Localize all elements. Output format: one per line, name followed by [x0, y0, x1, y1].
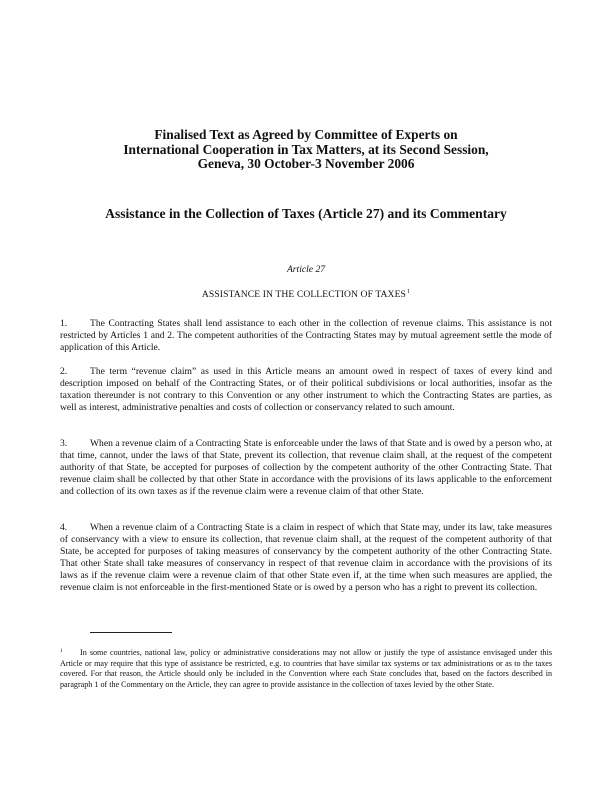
footnote: [60, 646, 552, 691]
footnote-marker: [60, 646, 80, 659]
title-line-2: International Cooperation in Tax Matters, at its Second Session,: [123, 141, 489, 157]
document-subtitle: Assistance in the Collection of Taxes (Article 27) and its Commentary: [105, 206, 507, 221]
paragraph-number: 2.: [60, 366, 68, 377]
article-heading: [60, 286, 552, 301]
paragraph-text: The term “revenue claim” as used in this Article means an amount owed in respect of taxes of every kind and description imposed on behalf of the Contracting States, or of their political subdivisions or local authorities, insofar as the taxation thereunder is not contrary to this Convention or any other instrument to which the Contracting States are parties, as well as interest, administrative penalties and costs of collection or conservancy related to such amount.: [60, 366, 552, 413]
footnote-text: In some countries, national law, policy or administrative considerations may not allow or justify the type of assistance envisaged under this Article or may require that this type of assistance be restricted, e.g. to countries that have similar tax systems or tax administrations or as to the taxes covered. For that reason, the Article should only be included in the Convention where each State concludes that, based on the factors described in paragraph 1 of the Commentary on the Article, they can agree to provide assistance in the collection of taxes levied by the other State.: [60, 648, 552, 690]
paragraph-text: When a revenue claim of a Contracting State is enforceable under the laws of that State and is owed by a person who, at that time, cannot, under the laws of that State, prevent its collection, that revenue claim shall, at the request of the competent authority of that State, be accepted for purposes of collection by the competent authority of the other Contracting State. That revenue claim shall be collected by that other State in accordance with the provisions of its laws applicable to the enforcement and collection of its own taxes as if the revenue claim were a revenue claim of that other State.: [60, 438, 552, 497]
paragraph-text: When a revenue claim of a Contracting State is a claim in respect of which that State may, under its law, take measures of conservancy with a view to ensure its collection, that revenue claim shall, at the request of the competent authority of that State, be accepted for purposes of taking measures of conservancy by the competent authority of the other Contracting State. That other State shall take measures of conservancy in respect of that revenue claim in accordance with the provisions of its laws as if the revenue claim were a revenue claim of that other State even if, at the time when such measures are applied, the revenue claim is not enforceable in the first-mentioned State or is owed by a person who has a right to prevent its collection.: [60, 522, 552, 593]
title-line-1: Finalised Text as Agreed by Committee of Experts on: [154, 127, 458, 142]
paragraph-text: The Contracting States shall lend assistance to each other in the collection of revenue claims. This assistance is not restricted by Articles 1 and 2. The competent authorities of the Contracting States may by mutual agreement settle the mode of application of this Article.: [60, 318, 552, 353]
paragraph-4: [60, 522, 552, 594]
title-line-3: Geneva, 30 October-3 November 2006: [197, 156, 415, 171]
paragraph-1: [60, 318, 552, 354]
paragraph-2: [60, 366, 552, 414]
footnote-number: 1: [60, 648, 63, 654]
article-number: Article 27: [286, 264, 326, 275]
footnote-separator: [90, 632, 172, 633]
footnote-reference: 1: [406, 289, 411, 295]
article-heading-text: ASSISTANCE IN THE COLLECTION OF TAXES: [201, 289, 406, 300]
paragraph-3: [60, 438, 552, 498]
paragraph-number: 4.: [60, 522, 68, 533]
paragraph-number: 1.: [60, 318, 68, 329]
document-title: [60, 128, 552, 172]
paragraph-number: 3.: [60, 438, 68, 449]
